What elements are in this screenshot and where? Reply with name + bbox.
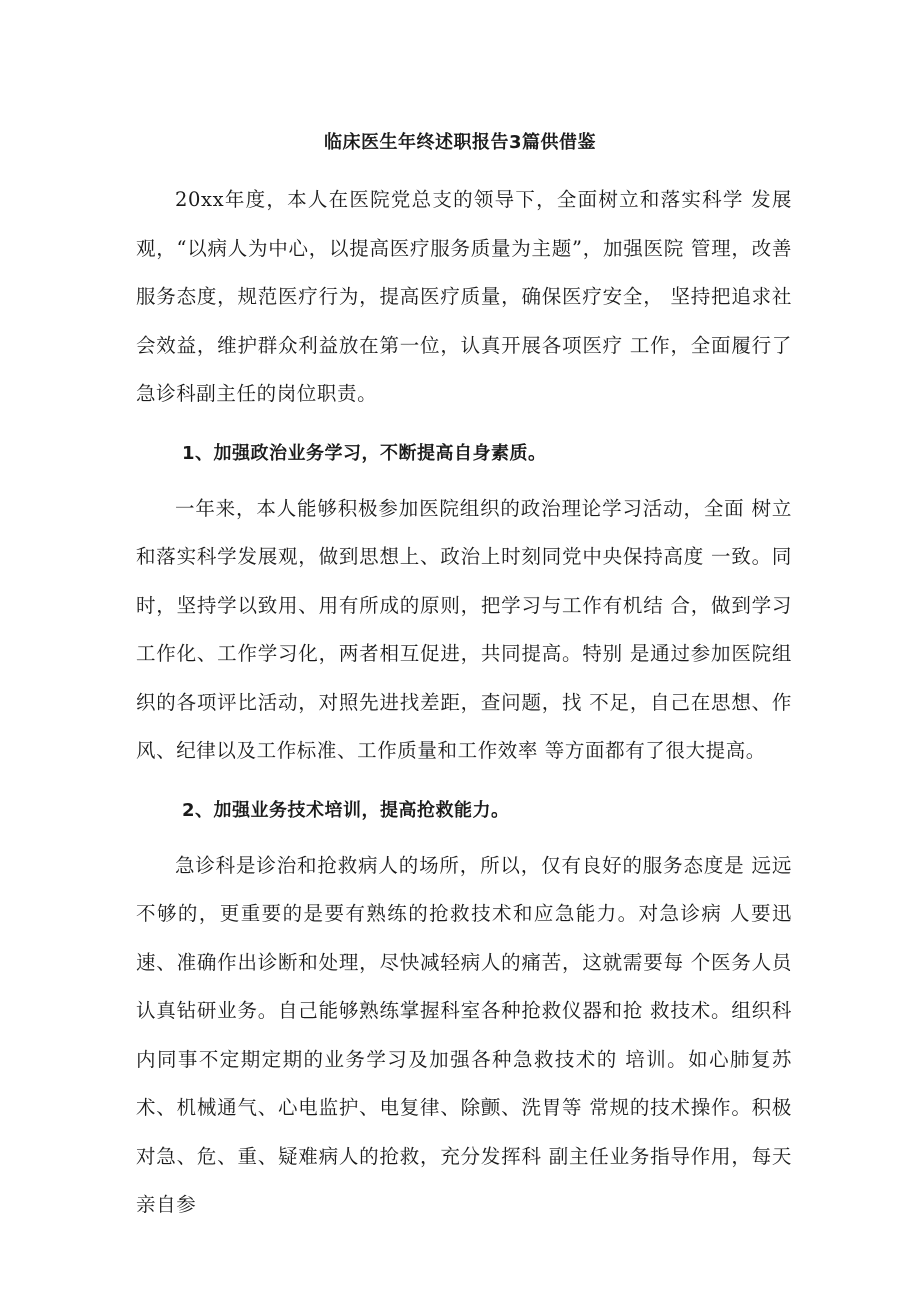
document-body (136, 176, 792, 1230)
section-2-heading: 2、加强业务技术培训，提高抢救能力。 (182, 799, 510, 821)
intro-paragraph: 20xx年度，本人在医院党总支的领导下，全面树立和落实科学 发展观，“以病人为中心，以提高医疗服务质量为主题”，加强医院 管理，改善服务态度，规范医疗行为，提高医疗质量，确保医疗安全， 坚持把追求社会效益，维护群众利益放在第一位，认真开展各项医疗 工作，全面履行了急诊科副主任的岗位职责。 (136, 188, 792, 405)
document-title: 临床医生年终述职报告3篇供借鉴 (323, 132, 597, 153)
section-2-paragraph: 急诊科是诊治和抢救病人的场所，所以，仅有良好的服务态度是 远远不够的，更重要的是要有熟练的抢救技术和应急能力。对急诊病 人要迅速、准确作出诊断和处理，尽快减轻病人的痛苦，这就需要每 个医务人员认真钻研业务。自己能够熟练掌握科室各种抢救仪器和抢 救技术。组织科内同事不定期定期的业务学习及加强各种急救技术的 培训。如心肺复苏术、机械通气、心电监护、电复律、除颤、洗胃等 常规的技术操作。积极对急、危、重、疑难病人的抢救，充分发挥科 副主任业务指导作用，每天亲自参 (136, 853, 792, 1216)
section-1-heading: 1、加强政治业务学习，不断提高自身素质。 (182, 442, 547, 464)
section-1-paragraph: 一年来，本人能够积极参加医院组织的政治理论学习活动，全面 树立和落实科学发展观，做到思想上、政治上时刻同党中央保持高度 一致。同时，坚持学以致用、用有所成的原则，把学习与工作有机结 合，做到学习工作化、工作学习化，两者相互促进，共同提高。特别 是通过参加医院组织的各项评比活动，对照先进找差距，查问题，找 不足，自己在思想、作风、纪律以及工作标准、工作质量和工作效率 等方面都有了很大提高。 (136, 496, 792, 762)
